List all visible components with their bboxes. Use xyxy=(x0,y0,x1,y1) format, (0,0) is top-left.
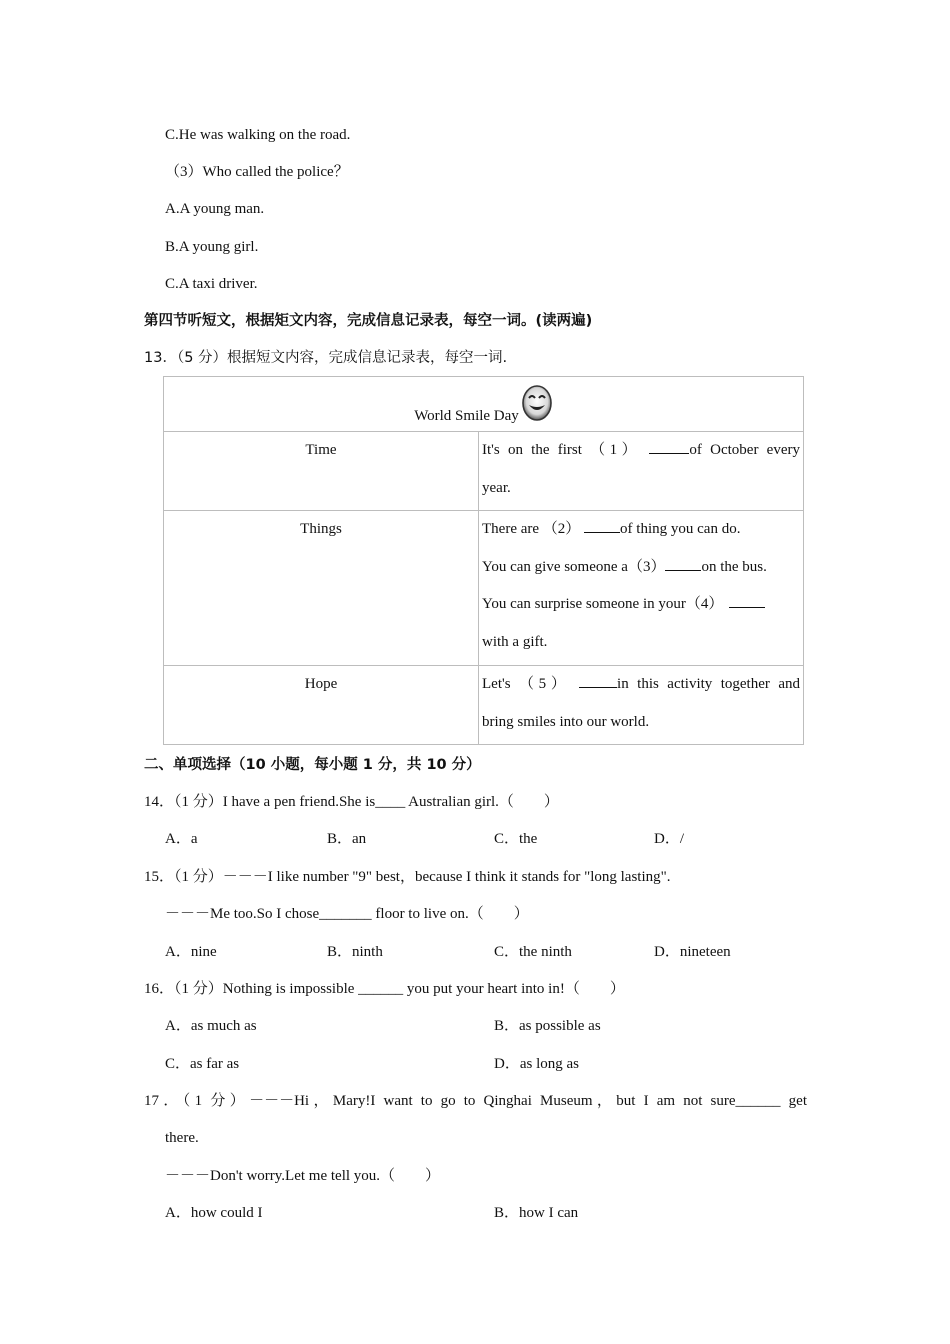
table-row-content-hope: Let's （5） in this activity together and bring smiles into our world. xyxy=(479,666,804,745)
q17-option-a[interactable]: A．how could I xyxy=(165,1205,263,1221)
q16-option-b[interactable]: B．as possible as xyxy=(494,1018,601,1034)
q15-option-d[interactable]: D．nineteen xyxy=(654,944,731,960)
q14-option-d[interactable]: D．/ xyxy=(654,831,685,847)
q14-option-a[interactable]: A．a xyxy=(165,831,198,847)
q15-stem: 15．（1 分）－－－I like number "9" best，because I think it stands for "long lasting". xyxy=(144,869,671,885)
q12-sub3-option-c: C.A taxi driver. xyxy=(165,276,258,292)
part2-heading: 二、单项选择（10 小题，每小题 1 分，共 10 分） xyxy=(144,757,481,773)
table-row-label-hope: Hope xyxy=(164,666,479,745)
blank-2[interactable] xyxy=(584,518,620,533)
table-row-label-things: Things xyxy=(164,511,479,666)
q17-stem-reply: －－－Don't worry.Let me tell you.（ ） xyxy=(165,1168,441,1184)
q12-sub3-option-b: B.A young girl. xyxy=(165,239,259,255)
table-title: World Smile Day xyxy=(414,408,519,424)
table-row-label-time: Time xyxy=(164,432,479,511)
q14-option-c[interactable]: C．the xyxy=(494,831,538,847)
q17-option-b[interactable]: B．how I can xyxy=(494,1205,579,1221)
q16-option-d[interactable]: D．as long as xyxy=(494,1056,579,1072)
q14-option-b[interactable]: B．an xyxy=(327,831,367,847)
table-row-content-things: There are （2） of thing you can do. You can give someone a（3） on the bus. You can surprise someone in your（4） with a gift. xyxy=(479,511,804,666)
info-record-table xyxy=(163,376,804,745)
table-title-cell xyxy=(164,377,804,432)
blank-3[interactable] xyxy=(665,556,701,571)
table-row-content-time: It's on the first （1） of October every year. xyxy=(479,432,804,511)
q15-option-b[interactable]: B．ninth xyxy=(327,944,383,960)
q16-option-c[interactable]: C．as far as xyxy=(165,1056,240,1072)
q15-option-c[interactable]: C．the ninth xyxy=(494,944,572,960)
q12-sub3-question: （3）Who called the police？ xyxy=(165,164,349,180)
q13-stem: 13．（5 分）根据短文内容，完成信息记录表，每空一词. xyxy=(144,350,508,366)
section4-heading: 第四节听短文，根据矩文内容，完成信息记录表，每空一词。(读两遍) xyxy=(144,313,593,329)
q12-option-c: C.He was walking on the road. xyxy=(165,127,351,143)
blank-5[interactable] xyxy=(579,673,617,688)
smiley-face-icon xyxy=(521,384,553,427)
q17-stem-cont: there. xyxy=(165,1130,199,1146)
q16-stem: 16．（1 分）Nothing is impossible ______ you put your heart into in!（ ） xyxy=(144,981,625,997)
blank-4[interactable] xyxy=(729,593,765,608)
q15-option-a[interactable]: A．nine xyxy=(165,944,217,960)
q16-option-a[interactable]: A．as much as xyxy=(165,1018,257,1034)
q15-stem-reply: －－－Me too.So I chose_______ floor to live on.（ ） xyxy=(165,906,529,922)
q17-stem: 17．（1 分）－－－Hi，Mary!I want to go to Qinghai Museum，but I am not sure______ get xyxy=(144,1093,807,1109)
q12-sub3-option-a: A.A young man. xyxy=(165,201,265,217)
q14-stem: 14．（1 分）I have a pen friend.She is____ Australian girl.（ ） xyxy=(144,794,559,810)
blank-1[interactable] xyxy=(649,439,689,454)
